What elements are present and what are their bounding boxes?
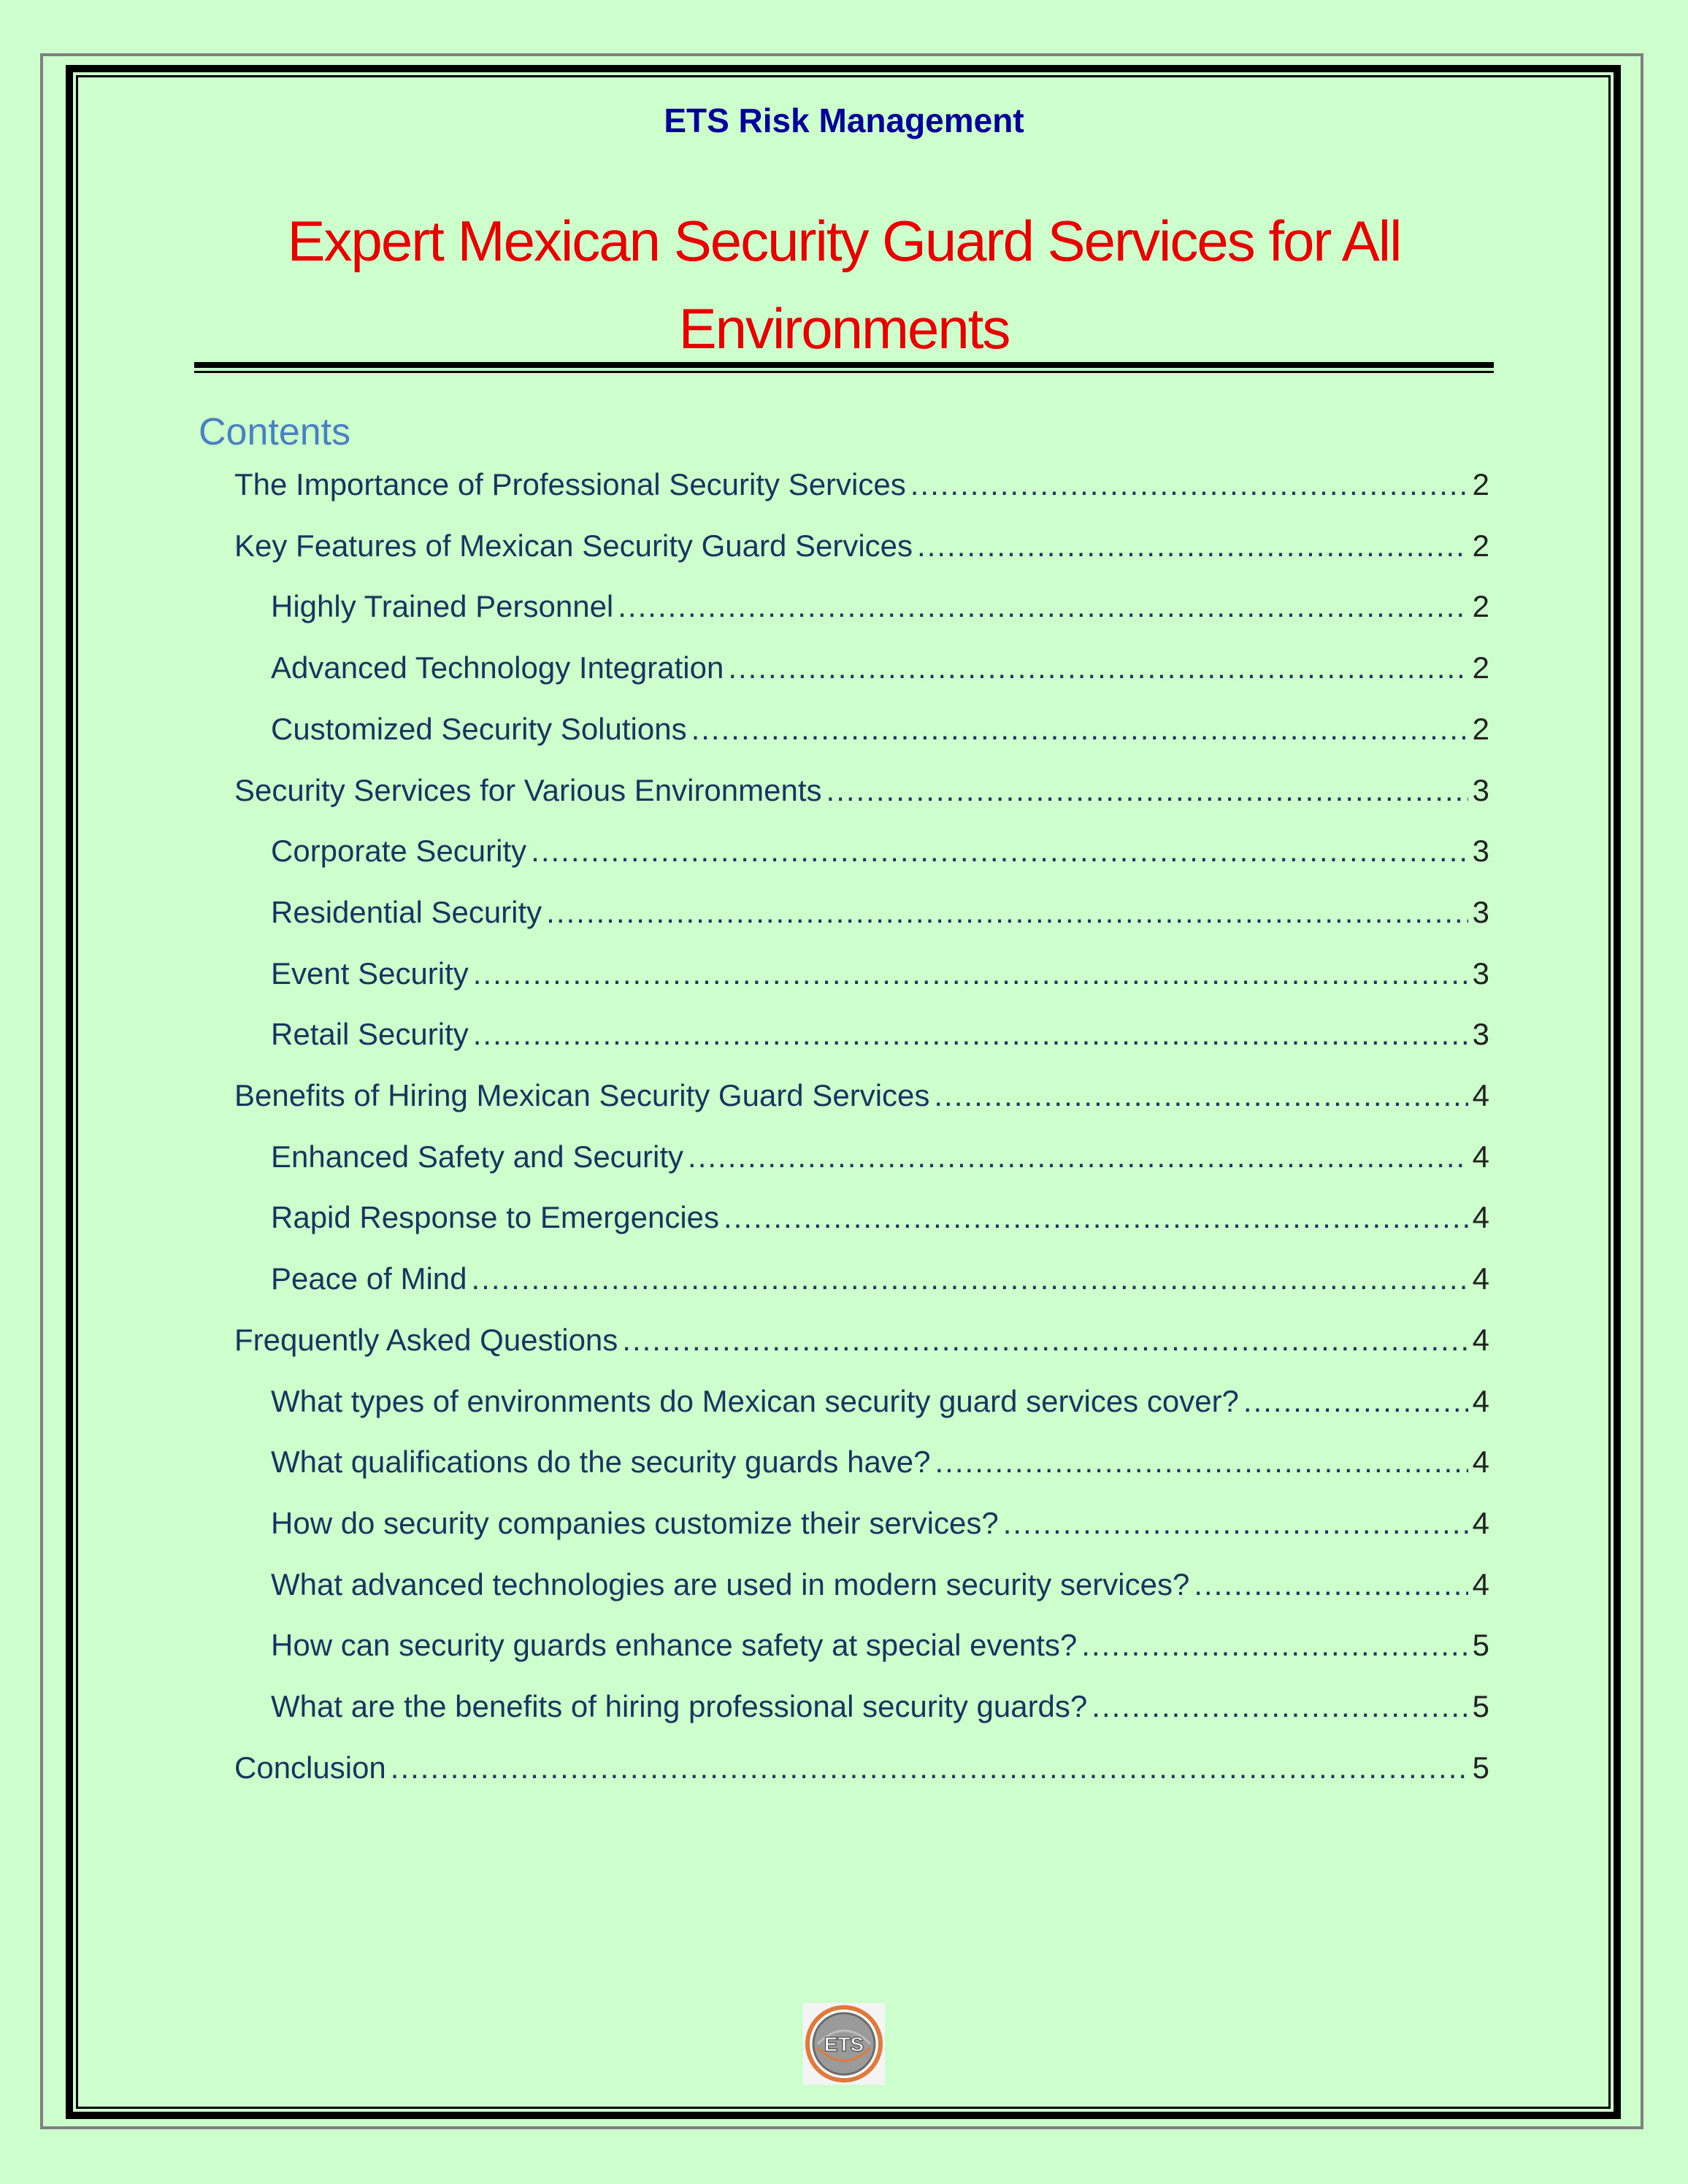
toc-entry[interactable] (271, 712, 1489, 755)
toc-dot-leader (473, 1017, 1468, 1052)
toc-dot-leader (1092, 1689, 1468, 1724)
toc-dot-leader (934, 1078, 1468, 1113)
toc-entry-page: 4 (1472, 1567, 1489, 1602)
toc-entry-page: 4 (1472, 1200, 1489, 1234)
company-name: ETS Risk Management (664, 101, 1024, 139)
toc-entry-label: The Importance of Professional Security Services (234, 467, 906, 501)
toc-dot-leader (531, 834, 1468, 869)
toc-entry-page: 4 (1472, 1506, 1489, 1540)
toc-entry-page: 2 (1472, 528, 1489, 563)
toc-entry-page: 2 (1472, 650, 1489, 685)
toc-entry-label: Advanced Technology Integration (271, 650, 724, 685)
toc-entry[interactable] (271, 1689, 1489, 1733)
toc-entry-label: Corporate Security (271, 834, 527, 868)
ets-logo-text: ETS (824, 2033, 864, 2056)
toc-entry[interactable] (271, 1567, 1489, 1611)
toc-entry-label: Security Services for Various Environments (234, 773, 822, 807)
toc-entry-page: 4 (1472, 1078, 1489, 1112)
toc-dot-leader (826, 773, 1468, 808)
ets-logo (803, 2003, 885, 2085)
toc-dot-leader (1194, 1567, 1468, 1602)
toc-entry-page: 3 (1472, 1017, 1489, 1051)
toc-entry[interactable] (271, 1628, 1489, 1672)
toc-entry-page: 4 (1472, 1445, 1489, 1479)
toc-entry-page: 5 (1472, 1628, 1489, 1662)
page-title: Expert Mexican Security Guard Services for All Environments (287, 209, 1401, 361)
toc-entry-page: 4 (1472, 1261, 1489, 1296)
toc-dot-leader (473, 956, 1468, 991)
toc-entry[interactable] (234, 467, 1489, 511)
toc-entry-label: How can security guards enhance safety at special events? (271, 1628, 1078, 1662)
toc-entry-label: What types of environments do Mexican security guard services cover? (271, 1384, 1239, 1418)
toc-entry[interactable] (271, 895, 1489, 939)
toc-dot-leader (1003, 1506, 1468, 1541)
contents-heading: Contents (199, 411, 351, 453)
toc-entry[interactable] (271, 1139, 1489, 1183)
ets-logo-icon (803, 2003, 885, 2085)
toc-entry-page: 2 (1472, 467, 1489, 501)
toc-entry[interactable] (271, 1445, 1489, 1488)
toc-entry[interactable] (234, 1078, 1489, 1122)
toc-dot-leader (910, 467, 1468, 502)
toc-entry-page: 2 (1472, 712, 1489, 746)
toc-entry-page: 4 (1472, 1384, 1489, 1418)
toc-entry-label: What are the benefits of hiring professional security guards? (271, 1689, 1088, 1723)
toc-dot-leader (917, 528, 1468, 564)
toc-entry[interactable] (271, 1384, 1489, 1428)
toc-entry-page: 3 (1472, 773, 1489, 807)
toc-entry-page: 2 (1472, 589, 1489, 623)
toc-dot-leader (935, 1445, 1468, 1480)
toc-entry-label: What advanced technologies are used in modern security services? (271, 1567, 1190, 1602)
toc-entry[interactable] (234, 773, 1489, 817)
toc-entry-label: Conclusion (234, 1750, 386, 1785)
toc-dot-leader (618, 589, 1468, 624)
toc-entry-label: How do security companies customize their services? (271, 1506, 999, 1540)
toc-entry[interactable] (271, 1261, 1489, 1305)
toc-entry[interactable] (271, 1200, 1489, 1244)
toc-entry-label: Frequently Asked Questions (234, 1323, 618, 1357)
toc-entry-page: 5 (1472, 1750, 1489, 1785)
toc-entry-label: Benefits of Hiring Mexican Security Guard Services (234, 1078, 930, 1112)
toc-entry-label: Customized Security Solutions (271, 712, 687, 746)
toc-entry-page: 4 (1472, 1139, 1489, 1174)
toc-entry-label: Highly Trained Personnel (271, 589, 614, 623)
toc-entry-label: What qualifications do the security guards have? (271, 1445, 931, 1479)
toc-dot-leader (691, 712, 1468, 747)
toc-dot-leader (724, 1200, 1468, 1235)
toc-entry-page: 4 (1472, 1323, 1489, 1357)
toc-dot-leader (688, 1139, 1468, 1174)
toc-entry-label: Enhanced Safety and Security (271, 1139, 684, 1174)
toc-entry[interactable] (271, 834, 1489, 877)
toc-dot-leader (472, 1261, 1468, 1296)
toc-entry-label: Peace of Mind (271, 1261, 467, 1296)
toc-entry-label: Key Features of Mexican Security Guard Services (234, 528, 913, 563)
toc-dot-leader (1081, 1628, 1468, 1663)
toc-entry-label: Retail Security (271, 1017, 469, 1051)
toc-entry-page: 3 (1472, 895, 1489, 929)
toc-dot-leader (391, 1750, 1468, 1785)
toc-entry-page: 3 (1472, 834, 1489, 868)
toc-entry-page: 5 (1472, 1689, 1489, 1723)
toc-entry[interactable] (234, 1750, 1489, 1794)
toc-dot-leader (1243, 1384, 1468, 1419)
toc-entry-label: Rapid Response to Emergencies (271, 1200, 720, 1234)
toc-dot-leader (546, 895, 1468, 930)
toc-entry[interactable] (271, 956, 1489, 1000)
toc-dot-leader (728, 650, 1468, 685)
toc-dot-leader (622, 1323, 1468, 1358)
toc-entry[interactable] (234, 528, 1489, 572)
toc-entry-label: Event Security (271, 956, 469, 991)
toc-entry[interactable] (271, 589, 1489, 633)
toc-entry[interactable] (234, 1323, 1489, 1366)
toc-entry[interactable] (271, 650, 1489, 694)
toc-entry-label: Residential Security (271, 895, 542, 929)
toc-entry[interactable] (271, 1017, 1489, 1061)
toc-entry[interactable] (271, 1506, 1489, 1550)
toc-entry-page: 3 (1472, 956, 1489, 991)
